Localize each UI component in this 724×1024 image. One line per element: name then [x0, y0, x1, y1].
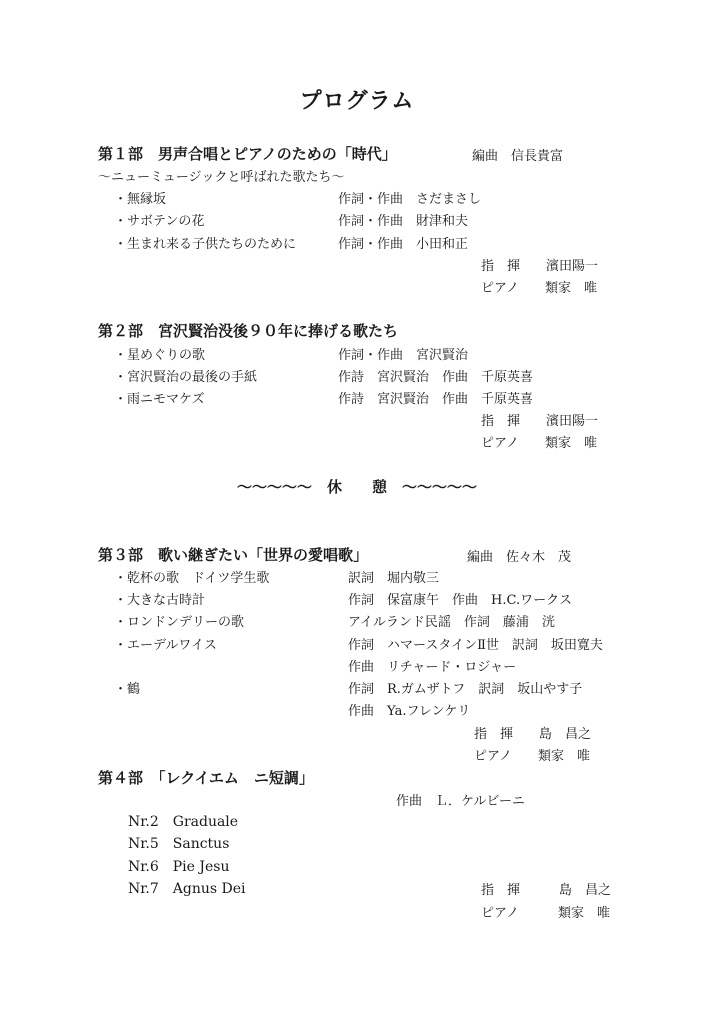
- pianist-credit: ピアノ 類家 唯: [481, 281, 597, 296]
- song-title: ・星めぐりの歌: [114, 348, 206, 363]
- pianist-credit: ピアノ 類家 唯: [474, 749, 590, 764]
- song-credit: 作詞・作曲 さだまさし: [338, 192, 482, 207]
- song-credit: 作詩 宮沢賢治 作曲 千原英喜: [338, 392, 534, 407]
- song-title: ・雨ニモマケズ: [114, 392, 205, 407]
- song-title: ・宮沢賢治の最後の手紙: [114, 370, 258, 385]
- part1-heading: 第１部 男声合唱とピアノのための「時代」: [98, 145, 397, 163]
- part2-heading: 第２部 宮沢賢治没後９０年に捧げる歌たち: [98, 322, 399, 340]
- song-title: ・無縁坂: [114, 192, 167, 207]
- conductor-credit: 指 揮 島 昌之: [481, 883, 612, 898]
- page-title: プログラム: [299, 88, 415, 114]
- song-title: ・ロンドンデリーの歌: [114, 615, 245, 630]
- song-credit: 作詞 ハマースタインⅡ世 訳詞 坂田寛夫: [348, 638, 603, 653]
- song-credit: 作詞・作曲 宮沢賢治: [338, 348, 469, 363]
- part1-subtitle: 〜ニューミュージックと呼ばれた歌たち〜: [98, 170, 345, 185]
- conductor-credit: 指 揮 濱田陽一: [481, 414, 599, 429]
- part1-arranger: 編曲 信長貴富: [472, 149, 564, 164]
- song-title: ・大きな古時計: [114, 593, 206, 608]
- song-credit: 作曲 Ya.フレンケリ: [348, 704, 471, 719]
- movement-item: Nr.7 Agnus Dei: [128, 881, 246, 897]
- song-title: ・鶴: [114, 682, 141, 697]
- song-credit: 作詩 宮沢賢治 作曲 千原英喜: [338, 370, 534, 385]
- part4-composer: 作曲 Ｌ．ケルビーニ: [396, 794, 525, 809]
- song-credit: アイルランド民謡 作詞 藤浦 洸: [348, 615, 555, 630]
- part4-heading: 第４部 「レクイエム ニ短調」: [98, 769, 314, 787]
- song-title: ・サボテンの花: [114, 214, 205, 229]
- movement-item: Nr.6 Pie Jesu: [128, 859, 230, 875]
- song-title: ・エーデルワイス: [114, 638, 217, 653]
- song-title: ・乾杯の歌 ドイツ学生歌: [114, 571, 270, 586]
- movement-item: Nr.2 Graduale: [128, 814, 239, 830]
- part3-arranger: 編曲 佐々木 茂: [467, 550, 572, 565]
- part3-heading: 第３部 歌い継ぎたい「世界の愛唱歌」: [98, 546, 369, 564]
- song-credit: 作曲 リチャード・ロジャー: [348, 660, 517, 675]
- pianist-credit: ピアノ 類家 唯: [481, 436, 597, 451]
- intermission: 〜〜〜〜〜 休 憩 〜〜〜〜〜: [236, 478, 477, 496]
- song-credit: 作詞 R.ガムザトフ 訳詞 坂山やす子: [348, 682, 583, 697]
- song-credit: 作詞・作曲 財津和夫: [338, 214, 469, 229]
- song-title: ・生まれ来る子供たちのために: [114, 237, 297, 252]
- song-credit: 作詞 保富康午 作曲 H.C.ワークス: [348, 593, 572, 608]
- conductor-credit: 指 揮 濱田陽一: [481, 259, 599, 274]
- conductor-credit: 指 揮 島 昌之: [474, 727, 592, 742]
- movement-item: Nr.5 Sanctus: [128, 836, 230, 852]
- song-credit: 作詞・作曲 小田和正: [338, 237, 469, 252]
- song-credit: 訳詞 堀内敬三: [348, 571, 440, 586]
- pianist-credit: ピアノ 類家 唯: [481, 906, 610, 921]
